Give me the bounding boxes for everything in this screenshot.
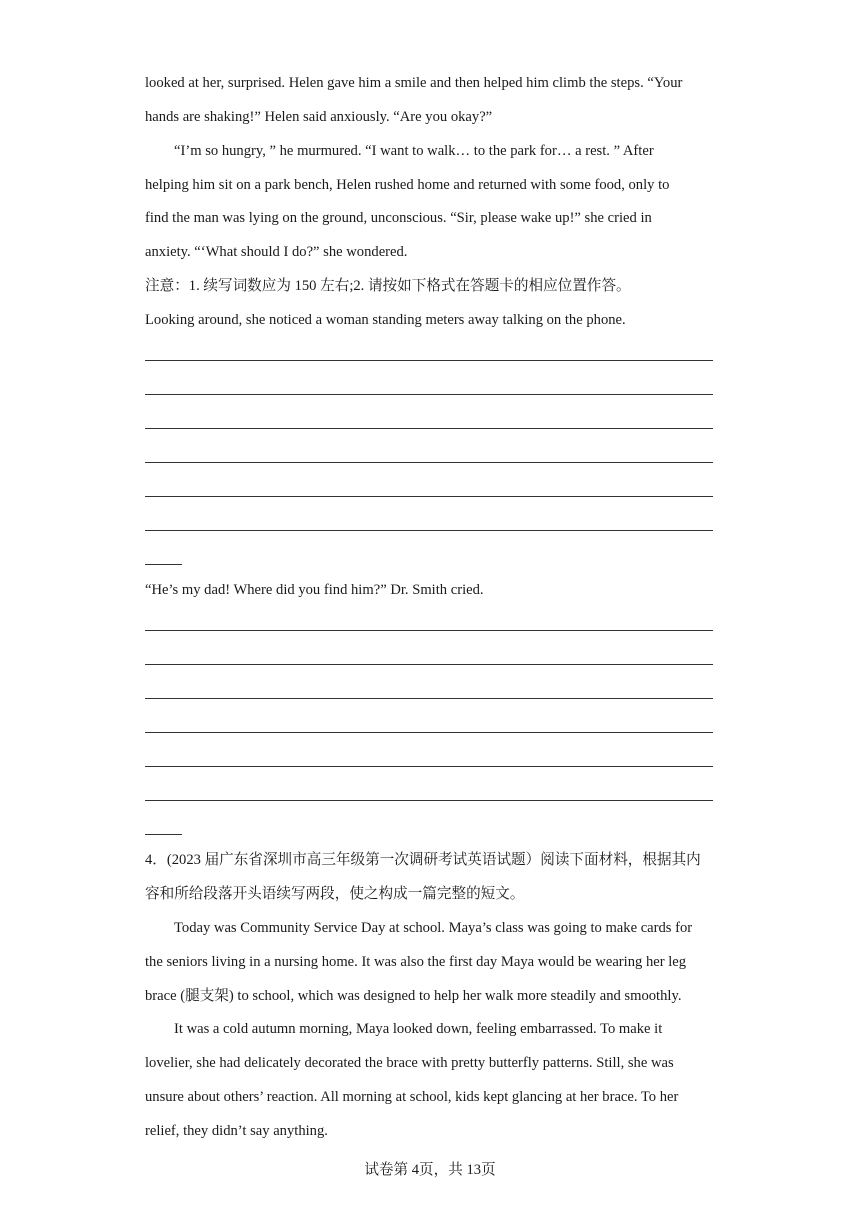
writing-line-stub — [145, 834, 182, 835]
writing-line — [145, 394, 713, 395]
passage-line: brace (腿支架) to school, which was designed to help her walk more steadily and smoothly. — [145, 988, 682, 1004]
continuation-prompt-1: Looking around, she noticed a woman standing meters away talking on the phone. — [145, 312, 626, 328]
writing-line — [145, 530, 713, 531]
passage-line: hands are shaking!” Helen said anxiously. “Are you okay?” — [145, 109, 493, 125]
passage-line: find the man was lying on the ground, unconscious. “Sir, please wake up!” she cried in — [145, 210, 652, 226]
passage-line: “I’m so hungry, ” he murmured. “I want to walk… to the park for… a rest. ” After — [174, 143, 654, 159]
writing-line — [145, 496, 713, 497]
writing-line — [145, 360, 713, 361]
passage-line: unsure about others’ reaction. All morning at school, kids kept glancing at her brace. To her — [145, 1089, 679, 1105]
passage-line: helping him sit on a park bench, Helen rushed home and returned with some food, only to — [145, 177, 670, 193]
instruction-note: 注意：1. 续写词数应为 150 左右;2. 请按如下格式在答题卡的相应位置作答。 — [145, 278, 631, 294]
question-4-header: 容和所给段落开头语续写两段，使之构成一篇完整的短文。 — [145, 886, 525, 902]
writing-line — [145, 462, 713, 463]
passage-line: It was a cold autumn morning, Maya looked down, feeling embarrassed. To make it — [174, 1021, 663, 1037]
passage-line: anxiety. “‘What should I do?” she wondered. — [145, 244, 408, 260]
writing-line — [145, 698, 713, 699]
writing-line — [145, 732, 713, 733]
writing-line — [145, 428, 713, 429]
writing-line — [145, 630, 713, 631]
continuation-prompt-2: “He’s my dad! Where did you find him?” Dr. Smith cried. — [145, 582, 484, 598]
writing-line — [145, 766, 713, 767]
question-4-header: 4．(2023 届广东省深圳市高三年级第一次调研考试英语试题）阅读下面材料，根据其内 — [145, 852, 701, 868]
writing-line — [145, 664, 713, 665]
passage-line: Today was Community Service Day at school. Maya’s class was going to make cards for — [174, 920, 693, 936]
passage-line: lovelier, she had delicately decorated the brace with pretty butterfly patterns. Still, she was — [145, 1055, 674, 1071]
passage-line: relief, they didn’t say anything. — [145, 1123, 328, 1139]
passage-line: looked at her, surprised. Helen gave him a smile and then helped him climb the steps. “Your — [145, 75, 683, 91]
passage-line: the seniors living in a nursing home. It was also the first day Maya would be wearing her leg — [145, 954, 687, 970]
writing-line — [145, 800, 713, 801]
page-footer: 试卷第 4页，共 13页 — [364, 1162, 496, 1178]
writing-line-stub — [145, 564, 182, 565]
